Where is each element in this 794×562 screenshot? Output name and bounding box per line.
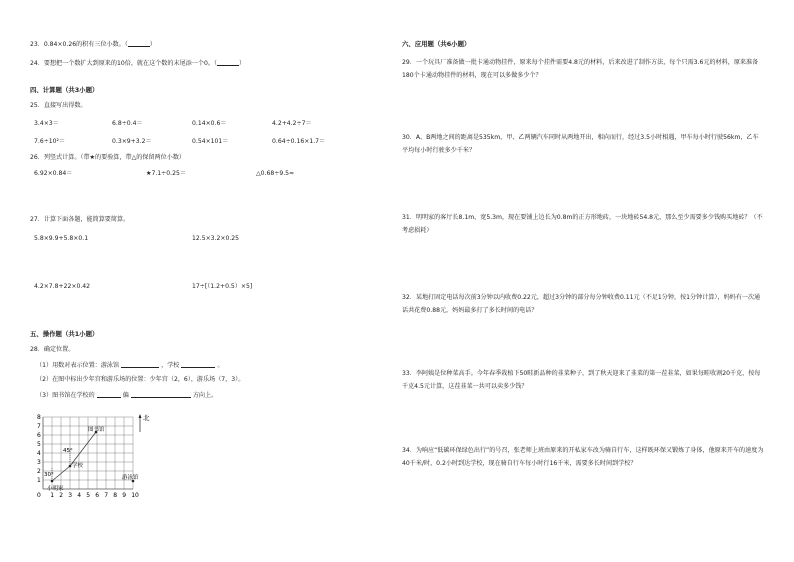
- right-column: [402, 0, 768, 562]
- school-label: 学校: [72, 463, 84, 469]
- left-column: [30, 0, 380, 562]
- question-23: 23．0.84×0.26的积有三位小数。（ ）: [30, 41, 156, 48]
- question-32: 32．某地打固定电话每次前3分钟以内收费0.22元，超过3分钟的部分每分钟收费0.11元（不足1分钟，按1分钟计算），妈妈有一次通话共花费0.88元，妈妈最多打了多长时间的电话？: [402, 294, 761, 314]
- simplify-item: 4.2×7.8+22×0.42: [34, 283, 91, 290]
- x-tick-label: 10: [131, 492, 139, 499]
- vertical-calc-item: △0.68÷9.5≈: [256, 170, 295, 177]
- x-tick-label: 7: [104, 492, 109, 499]
- x-tick-label: 5: [86, 492, 91, 499]
- section-5-title: 五、操作题（共1小题）: [30, 330, 99, 338]
- library-label: 图书馆: [88, 427, 105, 433]
- x-tick-label: 8: [113, 492, 118, 499]
- x-tick-label: 4: [77, 492, 82, 499]
- question-34: 34．为响应“低碳环保绿色出行”的号召，张老师上班由原来的开私家车改为骑自行车，这样既环保又锻炼了身体，他原来开车的速度为40千米/时，0.2小时到达学校，现在骑自行车每小时行16千米，需要多长时间到学校？: [402, 447, 764, 467]
- part-3-text: 方向上。: [192, 392, 218, 399]
- question-26: 26．列竖式计算。（带★的要验算，带△的保留两位小数）: [30, 154, 186, 161]
- north-label: 北: [143, 414, 150, 422]
- school-point: [69, 465, 72, 468]
- question-28-part-2: （2）在图中标出少年宫和游乐场的位置：少年宫（2，6），游乐场（7，3）。: [36, 376, 245, 383]
- y-tick-label: 7: [37, 423, 41, 430]
- answer-blank-school[interactable]: [181, 361, 215, 368]
- part-1-text: 。: [217, 362, 224, 369]
- question-28-part-3: [36, 391, 217, 400]
- calc-item: 6.8÷0.4＝: [112, 120, 143, 127]
- part-1-text: ，学校: [161, 362, 180, 369]
- vertical-calc-item: ★7.1÷0.25＝: [146, 170, 186, 177]
- answer-blank[interactable]: [128, 40, 150, 47]
- calc-item: 0.3×9+3.2＝: [112, 138, 152, 145]
- question-24-text: 24．要想把一个数扩大到原来的10倍，就在这个数的末尾添一个0。: [30, 60, 214, 67]
- x-tick-label: 9: [122, 492, 127, 499]
- part-3-text: （3）图书馆在学校的: [36, 392, 95, 399]
- calc-item: 0.14×0.6＝: [192, 120, 227, 127]
- answer-blank-direction[interactable]: [97, 391, 121, 398]
- y-tick-label: 2: [37, 468, 41, 475]
- question-31: 31．明明家的客厅长8.1m，宽5.3m，现在要铺上边长为0.8m的正方形地砖，一块地砖54.8元，那么至少需要多少钱购买地砖？（不考虑损耗）: [402, 214, 763, 234]
- calc-item: 4.2+4.2÷7＝: [272, 120, 312, 127]
- simplify-item: 5.8×9.9+5.8×0.1: [34, 235, 89, 242]
- y-tick-label: 3: [37, 459, 41, 466]
- y-tick-label: 6: [37, 432, 41, 439]
- question-25: 25．直接写出得数。: [30, 102, 87, 109]
- north-arrow-head-icon: [139, 414, 142, 418]
- question-33: 33．李阿姨是位种菜高手。今年春季栽植下50畦新品种的韭菜种子，到了秋天迎来了韭菜的第一茬韭菜，如果每畦收割20千克，按每千克4.5元计算，这茬韭菜一共可以卖多少钱？: [402, 370, 761, 390]
- question-24: 24．要想把一个数扩大到原来的10倍，就在这个数的末尾添一个0。（ ）: [30, 60, 246, 67]
- part-3-text: 偏: [122, 392, 129, 399]
- answer-blank-pool[interactable]: [121, 361, 159, 368]
- home-label: 小明家: [47, 486, 64, 492]
- origin-label: 0: [37, 492, 41, 499]
- calc-item: 0.64÷0.16×1.7＝: [272, 138, 326, 145]
- simplify-item: 12.5×3.2×0.25: [192, 235, 240, 242]
- pool-label: 游泳馆: [122, 475, 139, 481]
- answer-blank-angle[interactable]: [131, 391, 191, 398]
- calc-item: 0.54×101＝: [192, 138, 229, 145]
- x-tick-label: 1: [50, 492, 55, 499]
- home-point: [51, 480, 54, 483]
- question-29: 29．一个玩具厂准备做一批卡通动物挂件，原来每个挂件需要4.8元的材料，后来改进了制作方法，每个只需3.6元的材料，原来准备180个卡通动物挂件的材料，现在可以多做多少个？: [402, 59, 759, 79]
- section-4-title: 四、计算题（共3小题）: [30, 86, 99, 94]
- part-1-text: （1）用数对表示位置：游泳馆: [36, 362, 120, 369]
- calc-item: 7.6÷10²＝: [34, 138, 66, 145]
- x-tick-label: 6: [95, 492, 100, 499]
- y-tick-label: 4: [37, 450, 41, 457]
- position-grid: [30, 404, 190, 500]
- question-28: 28．确定位置。: [30, 346, 75, 353]
- route-line: [70, 432, 96, 466]
- question-27: 27．计算下面各题，能简算要简算。: [30, 216, 130, 223]
- answer-blank[interactable]: [217, 59, 239, 66]
- x-tick-label: 2: [59, 492, 64, 499]
- angle-label-30: 30°: [44, 472, 54, 478]
- question-28-part-1: [36, 361, 223, 370]
- calc-item: 3.4×3＝: [34, 120, 59, 127]
- question-30: 30．A、B两地之间的距离是535km，甲、乙两辆汽车同时从两地开出，相向而行，经过3.5小时相遇，甲车每小时行驶56km，乙车平均每小时行驶多少千米？: [402, 134, 759, 154]
- y-tick-label: 8: [37, 414, 41, 421]
- y-tick-label: 1: [37, 477, 41, 484]
- x-tick-label: 3: [68, 492, 73, 499]
- simplify-item: 17÷[（1.2+0.5）×5]: [192, 283, 253, 290]
- vertical-calc-item: 6.92×0.84＝: [34, 170, 73, 177]
- section-6-title: 六、应用题（共6小题）: [402, 40, 471, 48]
- question-23-text: 23．0.84×0.26的积有三位小数。: [30, 41, 125, 48]
- y-tick-label: 5: [37, 441, 41, 448]
- angle-label-45: 45°: [63, 448, 73, 454]
